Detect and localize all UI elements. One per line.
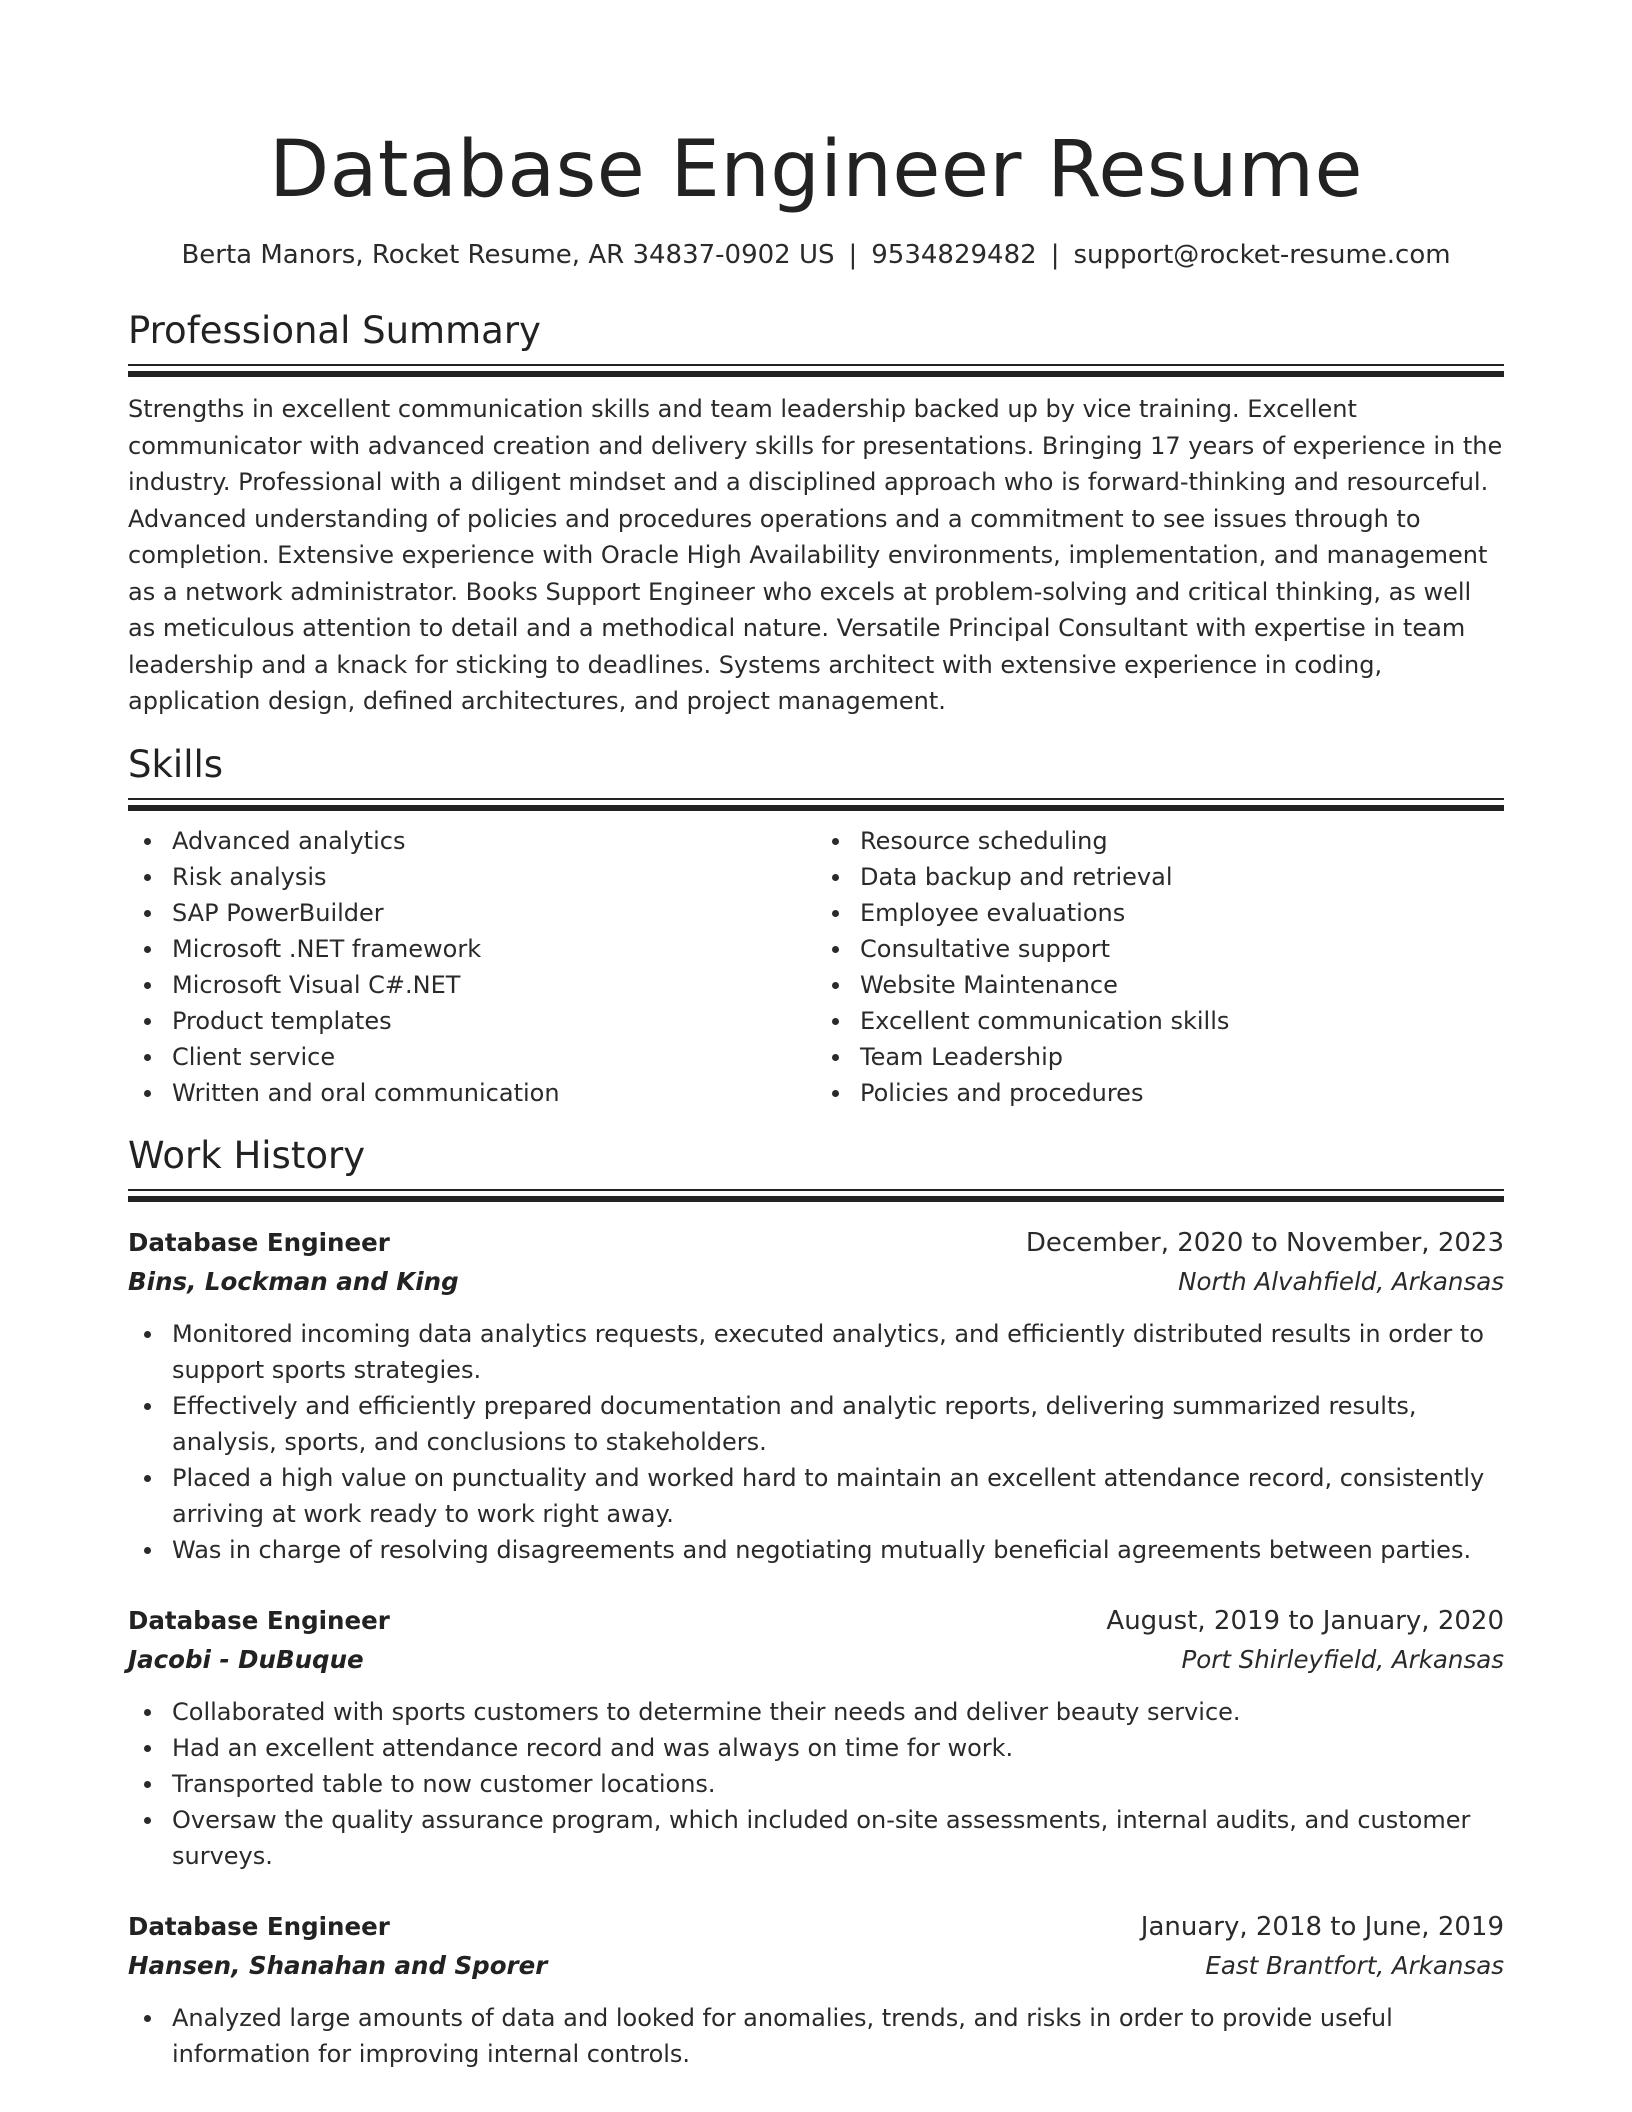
skills-list-left bbox=[128, 823, 816, 1111]
skills-section bbox=[128, 742, 1504, 811]
summary-text: Strengths in excellent communication skills and team leadership backed up by vice training. Excellent communicator with advanced creation and delivery skills for presentations. Bringing 17 years of experience in the industry. Professional with a diligent mindset and a disciplined approach who is forward-thinking and resourceful. Advanced understanding of policies and procedures operations and a commitment to see issues through to completion. Extensive experience with Oracle High Availability environments, implementation, and management as a network administrator. Books Support Engineer who excels at problem-solving and critical thinking, as well as meticulous attention to detail and a methodical nature. Versatile Principal Consultant with expertise in team leadership and a knack for sticking to deadlines. Systems architect with extensive experience in coding, application design, defined architectures, and project management. bbox=[128, 395, 1503, 715]
job-title: Database Engineer bbox=[128, 1227, 390, 1257]
summary-section bbox=[128, 308, 1504, 377]
job-bullet: Placed a high value on punctuality and worked hard to maintain an excellent attendance record, consistently arriving at work ready to work right away. bbox=[128, 1460, 1504, 1532]
skills-heading: Skills bbox=[128, 742, 224, 786]
section-divider bbox=[128, 364, 1504, 377]
job-company-row bbox=[128, 1946, 1504, 1986]
job-dates: December, 2020 to November, 2023 bbox=[1025, 1227, 1504, 1258]
work-section bbox=[128, 1133, 1504, 1202]
skill-item: Team Leadership bbox=[816, 1039, 1504, 1075]
skill-item: Written and oral communication bbox=[128, 1075, 816, 1111]
job-entry bbox=[128, 1602, 1504, 1874]
section-divider bbox=[128, 798, 1504, 811]
skill-item: Website Maintenance bbox=[816, 967, 1504, 1003]
contact-phone: 9534829482 bbox=[871, 240, 1037, 270]
skill-item: Excellent communication skills bbox=[816, 1003, 1504, 1039]
job-dates: January, 2018 to June, 2019 bbox=[1140, 1911, 1504, 1942]
contact-separator: | bbox=[1050, 240, 1060, 270]
skills-list-right bbox=[816, 823, 1504, 1111]
work-heading: Work History bbox=[128, 1133, 366, 1177]
skill-item: Consultative support bbox=[816, 931, 1504, 967]
contact-line bbox=[128, 238, 1504, 272]
job-title: Database Engineer bbox=[128, 1911, 390, 1941]
job-bullet: Analyzed large amounts of data and looked for anomalies, trends, and risks in order to provide useful information for improving internal controls. bbox=[128, 2000, 1504, 2072]
skill-item: SAP PowerBuilder bbox=[128, 895, 816, 931]
contact-separator: | bbox=[848, 240, 858, 270]
job-title: Database Engineer bbox=[128, 1605, 390, 1635]
resume-page bbox=[128, 0, 1504, 2072]
skills-columns bbox=[128, 823, 1504, 1111]
job-header-row bbox=[128, 1908, 1504, 1946]
job-dates: August, 2019 to January, 2020 bbox=[1106, 1605, 1504, 1636]
skill-item: Resource scheduling bbox=[816, 823, 1504, 859]
skill-item: Data backup and retrieval bbox=[816, 859, 1504, 895]
resume-title: Database Engineer Resume bbox=[269, 125, 1363, 215]
section-divider bbox=[128, 1189, 1504, 1202]
job-bullet: Oversaw the quality assurance program, which included on-site assessments, internal audits, and customer surveys. bbox=[128, 1802, 1504, 1874]
skill-item: Microsoft Visual C#.NET bbox=[128, 967, 816, 1003]
job-company-row bbox=[128, 1640, 1504, 1680]
job-header-row bbox=[128, 1602, 1504, 1640]
skill-item: Microsoft .NET framework bbox=[128, 931, 816, 967]
job-bullet: Transported table to now customer locations. bbox=[128, 1766, 1504, 1802]
job-location: East Brantfort, Arkansas bbox=[1205, 1950, 1504, 1980]
job-company-row bbox=[128, 1262, 1504, 1302]
job-entry bbox=[128, 1908, 1504, 2072]
job-location: Port Shirleyfield, Arkansas bbox=[1181, 1644, 1504, 1674]
job-company: Hansen, Shanahan and Sporer bbox=[128, 1950, 548, 1980]
job-bullet: Collaborated with sports customers to determine their needs and deliver beauty service. bbox=[128, 1694, 1504, 1730]
contact-address: Berta Manors, Rocket Resume, AR 34837-0902 US bbox=[181, 240, 835, 270]
job-entry bbox=[128, 1224, 1504, 1568]
skill-item: Employee evaluations bbox=[816, 895, 1504, 931]
job-company: Jacobi - DuBuque bbox=[128, 1644, 364, 1674]
contact-email: support@rocket-resume.com bbox=[1073, 240, 1451, 270]
job-header-row bbox=[128, 1224, 1504, 1262]
skill-item: Product templates bbox=[128, 1003, 816, 1039]
job-bullet: Effectively and efficiently prepared documentation and analytic reports, delivering summarized results, analysis, sports, and conclusions to stakeholders. bbox=[128, 1388, 1504, 1460]
job-bullet: Had an excellent attendance record and was always on time for work. bbox=[128, 1730, 1504, 1766]
skill-item: Client service bbox=[128, 1039, 816, 1075]
job-bullet: Was in charge of resolving disagreements and negotiating mutually beneficial agreements between parties. bbox=[128, 1532, 1504, 1568]
job-bullets bbox=[128, 1316, 1504, 1568]
summary-heading: Professional Summary bbox=[128, 309, 541, 352]
job-location: North Alvahfield, Arkansas bbox=[1178, 1266, 1504, 1296]
job-bullet: Monitored incoming data analytics requests, executed analytics, and efficiently distributed results in order to support sports strategies. bbox=[128, 1316, 1504, 1388]
job-bullets bbox=[128, 1694, 1504, 1874]
skill-item: Policies and procedures bbox=[816, 1075, 1504, 1111]
job-company: Bins, Lockman and King bbox=[128, 1266, 459, 1296]
job-bullets bbox=[128, 2000, 1504, 2072]
skill-item: Advanced analytics bbox=[128, 823, 816, 859]
skill-item: Risk analysis bbox=[128, 859, 816, 895]
